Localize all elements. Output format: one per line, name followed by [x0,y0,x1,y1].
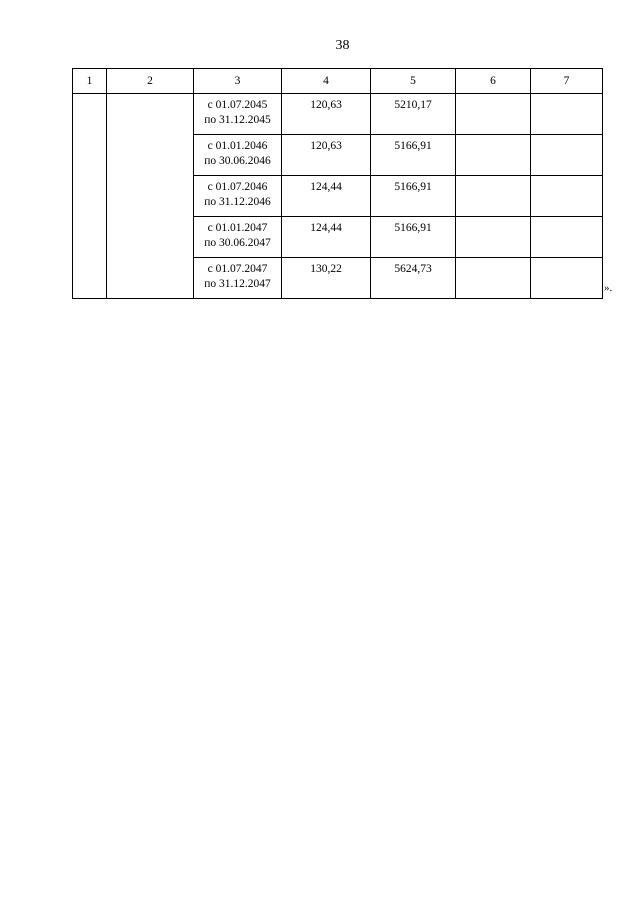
value-cell-col4: 120,63 [282,135,371,176]
value-cell-col5: 5166,91 [371,176,456,217]
value-cell-col6 [456,258,531,299]
value-cell-col6 [456,217,531,258]
value-cell-col6 [456,135,531,176]
value-cell-col7 [531,176,603,217]
period-from: с 01.07.2045 [207,99,268,111]
column-header: 3 [194,69,282,94]
period-to: по 30.06.2047 [204,237,271,249]
period-cell [194,176,282,217]
page-number: 38 [335,38,350,53]
period-from: с 01.01.2046 [207,140,268,152]
value-cell-col6 [456,176,531,217]
column-header: 1 [73,69,107,94]
value-cell-col5: 5166,91 [371,217,456,258]
value-cell-col7 [531,94,603,135]
table-header-row [73,69,603,94]
period-cell [194,217,282,258]
value-cell-col7 [531,258,603,299]
value-cell-col4: 120,63 [282,94,371,135]
period-from: с 01.07.2046 [207,181,268,193]
value-cell-col5: 5624,73 [371,258,456,299]
value-cell-col5: 5166,91 [371,135,456,176]
column-header: 6 [456,69,531,94]
merged-cell-col1 [73,94,107,299]
period-cell [194,258,282,299]
period-cell [194,135,282,176]
period-from: с 01.01.2047 [207,222,268,234]
period-cell [194,94,282,135]
period-to: по 30.06.2046 [204,155,271,167]
tariff-table [72,68,603,299]
merged-cell-col2 [107,94,194,299]
value-cell-col4: 130,22 [282,258,371,299]
period-to: по 31.12.2046 [204,196,271,208]
column-header: 2 [107,69,194,94]
column-header: 5 [371,69,456,94]
period-to: по 31.12.2045 [204,114,271,126]
value-cell-col4: 124,44 [282,217,371,258]
value-cell-col7 [531,217,603,258]
period-to: по 31.12.2047 [204,278,271,290]
value-cell-col6 [456,94,531,135]
column-header: 7 [531,69,603,94]
value-cell-col5: 5210,17 [371,94,456,135]
period-from: с 01.07.2047 [207,263,268,275]
closing-quote-mark: ». [604,282,613,294]
value-cell-col4: 124,44 [282,176,371,217]
column-header: 4 [282,69,371,94]
table-row [73,94,603,135]
value-cell-col7 [531,135,603,176]
